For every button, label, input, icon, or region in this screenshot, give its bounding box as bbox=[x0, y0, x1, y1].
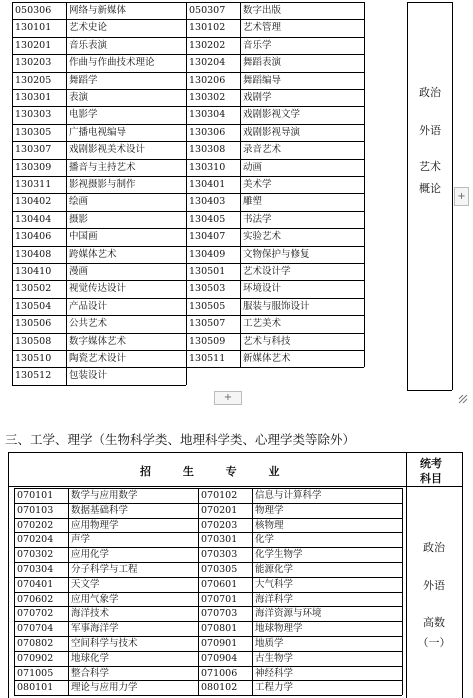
major-code: 130512 bbox=[15, 370, 52, 382]
major-code: 130502 bbox=[15, 283, 52, 295]
table-rule bbox=[14, 488, 198, 489]
major-name: 跨媒体艺术 bbox=[69, 248, 117, 260]
major-name: 应用化学 bbox=[71, 549, 110, 561]
major-code: 130301 bbox=[15, 92, 52, 103]
exam-subject: 外语 bbox=[419, 124, 441, 137]
major-name: 数学与应用数学 bbox=[71, 490, 138, 501]
major-name: 艺术设计学 bbox=[243, 266, 291, 277]
major-name: 服装与服饰设计 bbox=[243, 300, 310, 312]
exam-subject: （一） bbox=[417, 636, 451, 649]
major-name: 播音与主持艺术 bbox=[69, 161, 136, 173]
major-name: 艺术管理 bbox=[243, 22, 282, 34]
major-name: 信息与计算科学 bbox=[255, 490, 322, 501]
major-code: 070103 bbox=[17, 504, 54, 516]
table-rule bbox=[14, 532, 198, 533]
table-rule bbox=[198, 592, 402, 593]
major-name: 应用物理学 bbox=[71, 519, 119, 531]
major-code: 070202 bbox=[17, 519, 54, 531]
major-name: 核物理 bbox=[255, 519, 284, 531]
major-name: 数字出版 bbox=[243, 5, 282, 16]
table-rule bbox=[462, 452, 463, 698]
table-rule bbox=[198, 666, 402, 667]
major-name: 实验艺术 bbox=[243, 231, 282, 243]
exam-subject: 概论 bbox=[419, 182, 441, 195]
major-name: 能源化学 bbox=[255, 564, 294, 575]
table-rule bbox=[198, 562, 402, 563]
major-name: 地球物理学 bbox=[255, 623, 303, 635]
major-name: 戏剧影视美术设计 bbox=[69, 144, 146, 156]
major-name: 应用气象学 bbox=[71, 593, 119, 605]
major-name: 绘画 bbox=[69, 196, 89, 208]
major-code: 130407 bbox=[189, 231, 226, 243]
major-code: 070703 bbox=[201, 608, 238, 620]
table-rule bbox=[14, 577, 198, 578]
table-rule bbox=[402, 488, 403, 695]
major-code: 130403 bbox=[189, 196, 226, 208]
major-code: 130101 bbox=[15, 22, 52, 34]
major-code: 070304 bbox=[17, 564, 54, 575]
table-rule bbox=[198, 532, 402, 533]
major-code: 070901 bbox=[201, 638, 238, 649]
major-code: 080101 bbox=[17, 682, 54, 694]
major-code: 130410 bbox=[15, 266, 52, 277]
major-name: 艺术史论 bbox=[69, 22, 108, 34]
resize-icon[interactable] bbox=[458, 394, 468, 404]
major-code: 130308 bbox=[189, 144, 226, 156]
major-name: 海洋资源与环境 bbox=[255, 608, 322, 620]
major-name: 化学生物学 bbox=[255, 549, 303, 561]
major-name: 动画 bbox=[243, 161, 263, 173]
table-rule bbox=[14, 666, 198, 667]
table-rule bbox=[198, 651, 402, 652]
table-rule bbox=[198, 518, 402, 519]
major-code: 130510 bbox=[15, 353, 52, 364]
table-rule bbox=[198, 488, 199, 695]
major-code: 070401 bbox=[17, 578, 54, 590]
major-code: 050307 bbox=[189, 5, 226, 16]
major-name: 地球化学 bbox=[71, 652, 110, 664]
table-rule bbox=[198, 680, 402, 681]
major-name: 舞蹈学 bbox=[69, 74, 98, 86]
table-rule bbox=[406, 452, 407, 698]
exam-subject: 政治 bbox=[423, 541, 445, 554]
table-rule bbox=[198, 503, 402, 504]
major-name: 陶瓷艺术设计 bbox=[69, 353, 127, 364]
major-code: 130205 bbox=[15, 74, 52, 86]
major-code: 130102 bbox=[189, 22, 226, 34]
major-code: 070204 bbox=[17, 534, 54, 546]
major-code: 070101 bbox=[17, 490, 54, 501]
header-exam: 科目 bbox=[420, 472, 442, 485]
header-exam: 统考 bbox=[420, 457, 442, 470]
major-code: 130401 bbox=[189, 179, 226, 190]
major-name: 舞蹈表演 bbox=[243, 57, 282, 69]
major-code: 070201 bbox=[201, 504, 238, 516]
major-code: 130505 bbox=[189, 300, 226, 312]
table-rule bbox=[198, 695, 402, 696]
major-name: 地质学 bbox=[255, 638, 284, 649]
major-code: 070802 bbox=[17, 638, 54, 649]
table-rule bbox=[198, 636, 402, 637]
major-name: 海洋科学 bbox=[255, 593, 294, 605]
exam-subject: 外语 bbox=[423, 579, 445, 592]
major-name: 视觉传达设计 bbox=[69, 283, 127, 295]
major-name: 声学 bbox=[71, 534, 91, 546]
major-code: 071005 bbox=[17, 667, 54, 679]
exam-subject: 政治 bbox=[419, 86, 441, 99]
major-code: 070902 bbox=[17, 652, 54, 664]
major-name: 新媒体艺术 bbox=[243, 353, 291, 364]
major-name: 音乐表演 bbox=[69, 39, 108, 51]
major-name: 整合科学 bbox=[71, 667, 110, 679]
table-rule bbox=[252, 488, 253, 695]
major-name: 戏剧学 bbox=[243, 92, 272, 103]
major-name: 天文学 bbox=[71, 578, 100, 590]
major-code: 130206 bbox=[189, 74, 226, 86]
major-name: 工艺美术 bbox=[243, 318, 282, 330]
major-code: 070602 bbox=[17, 593, 54, 605]
major-name: 书法学 bbox=[243, 213, 272, 225]
add-column-button[interactable]: + bbox=[454, 187, 469, 206]
major-code: 130511 bbox=[189, 353, 226, 364]
major-name: 作曲与作曲技术理论 bbox=[69, 57, 155, 69]
major-name: 大气科学 bbox=[255, 578, 294, 590]
major-code: 130204 bbox=[189, 57, 226, 69]
major-name: 网络与新媒体 bbox=[69, 5, 127, 16]
table-rule bbox=[8, 452, 462, 453]
major-name: 理论与应用力学 bbox=[71, 682, 138, 694]
major-code: 130509 bbox=[189, 335, 226, 347]
major-name: 艺术与科技 bbox=[243, 335, 291, 347]
major-code: 070302 bbox=[17, 549, 54, 561]
major-code: 130201 bbox=[15, 39, 52, 51]
table-rule bbox=[14, 592, 198, 593]
major-code: 130405 bbox=[189, 213, 226, 225]
major-code: 070102 bbox=[201, 490, 238, 501]
major-name: 军事海洋学 bbox=[71, 623, 119, 635]
major-code: 070601 bbox=[201, 578, 238, 590]
major-name: 公共艺术 bbox=[69, 318, 108, 330]
major-name: 录音艺术 bbox=[243, 144, 282, 156]
major-code: 070301 bbox=[201, 534, 238, 546]
major-code: 130307 bbox=[15, 144, 52, 156]
major-code: 130304 bbox=[189, 109, 226, 121]
table-rule bbox=[68, 488, 69, 695]
table-rule bbox=[198, 488, 402, 489]
major-name: 空间科学与技术 bbox=[71, 638, 138, 649]
major-code: 130306 bbox=[189, 126, 226, 138]
major-name: 音乐学 bbox=[243, 39, 272, 51]
table-rule bbox=[198, 577, 402, 578]
major-code: 050306 bbox=[15, 5, 52, 16]
table-rule bbox=[8, 486, 462, 487]
major-name: 环境设计 bbox=[243, 283, 282, 295]
major-name: 产品设计 bbox=[69, 300, 108, 312]
table-rule bbox=[14, 503, 198, 504]
major-name: 数字媒体艺术 bbox=[69, 335, 127, 347]
major-code: 071006 bbox=[201, 667, 238, 679]
major-code: 130305 bbox=[15, 126, 52, 138]
major-code: 070303 bbox=[201, 549, 238, 561]
table-rule bbox=[14, 488, 15, 695]
table-rule bbox=[14, 562, 198, 563]
table-rule bbox=[14, 636, 198, 637]
header-major: 招 生 专 业 bbox=[140, 465, 294, 478]
section-heading: 三、工学、理学（生物科学类、地理科学类、心理学类等除外） bbox=[5, 432, 356, 447]
major-name: 漫画 bbox=[69, 266, 89, 277]
major-code: 130310 bbox=[189, 161, 226, 173]
major-code: 130508 bbox=[15, 335, 52, 347]
exam-subject: 艺术 bbox=[419, 160, 441, 173]
major-code: 070305 bbox=[201, 564, 238, 575]
major-code: 070701 bbox=[201, 593, 238, 605]
major-code: 130203 bbox=[15, 57, 52, 69]
major-code: 080102 bbox=[201, 682, 238, 694]
major-name: 古生物学 bbox=[255, 652, 294, 664]
major-code: 130309 bbox=[15, 161, 52, 173]
major-name: 工程力学 bbox=[255, 682, 294, 694]
major-code: 130402 bbox=[15, 196, 52, 208]
table-rule bbox=[14, 518, 198, 519]
major-name: 表演 bbox=[69, 92, 89, 103]
table-rule bbox=[14, 695, 198, 696]
major-code: 130311 bbox=[15, 179, 52, 190]
major-code: 130503 bbox=[189, 283, 226, 295]
major-code: 130202 bbox=[189, 39, 226, 51]
major-name: 影视摄影与制作 bbox=[69, 179, 136, 190]
major-name: 舞蹈编导 bbox=[243, 74, 282, 86]
major-name: 文物保护与修复 bbox=[243, 248, 310, 260]
major-code: 130504 bbox=[15, 300, 52, 312]
major-name: 分子科学与工程 bbox=[71, 564, 138, 575]
major-code: 070801 bbox=[201, 623, 238, 635]
major-code: 130404 bbox=[15, 213, 52, 225]
major-name: 化学 bbox=[255, 534, 275, 546]
major-name: 电影学 bbox=[69, 109, 98, 121]
major-code: 130501 bbox=[189, 266, 226, 277]
major-code: 070904 bbox=[201, 652, 238, 664]
major-name: 物理学 bbox=[255, 504, 284, 516]
major-code: 130507 bbox=[189, 318, 226, 330]
exam-subject: 高数 bbox=[423, 616, 445, 629]
add-row-button[interactable]: + bbox=[214, 391, 242, 405]
major-name: 广播电视编导 bbox=[69, 126, 127, 138]
major-name: 海洋技术 bbox=[71, 608, 110, 620]
major-code: 070203 bbox=[201, 519, 238, 531]
major-code: 070704 bbox=[17, 623, 54, 635]
major-name: 数据基础科学 bbox=[71, 504, 129, 516]
major-name: 戏剧影视导演 bbox=[243, 126, 301, 138]
major-name: 戏剧影视文学 bbox=[243, 109, 301, 121]
major-code: 070702 bbox=[17, 608, 54, 620]
major-name: 雕塑 bbox=[243, 196, 263, 208]
major-code: 130303 bbox=[15, 109, 52, 121]
major-name: 美术学 bbox=[243, 179, 272, 190]
major-name: 包装设计 bbox=[69, 370, 108, 382]
major-name: 中国画 bbox=[69, 231, 98, 243]
major-code: 130506 bbox=[15, 318, 52, 330]
table-rule bbox=[14, 651, 198, 652]
major-name: 神经科学 bbox=[255, 667, 294, 679]
major-name: 摄影 bbox=[69, 213, 89, 225]
major-code: 130302 bbox=[189, 92, 226, 103]
major-code: 130408 bbox=[15, 248, 52, 260]
table-rule bbox=[8, 452, 9, 698]
major-code: 130406 bbox=[15, 231, 52, 243]
major-code: 130409 bbox=[189, 248, 226, 260]
